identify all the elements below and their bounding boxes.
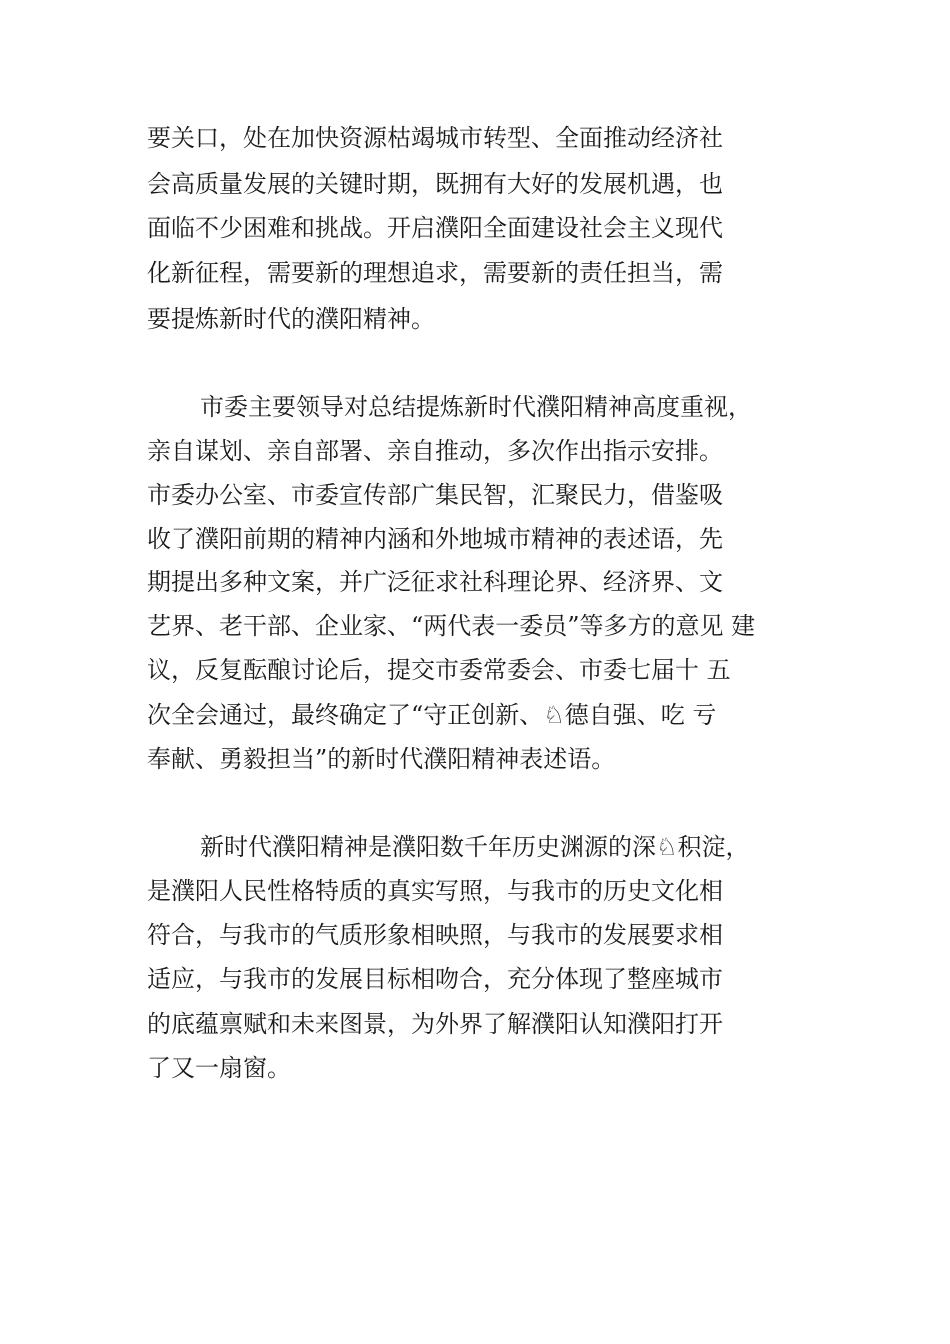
text-line: 适应，与我市的发展目标相吻合，充分体现了整座城市	[147, 965, 723, 993]
text-line: 了又一扇窗。	[147, 1054, 291, 1082]
text-line: 市委主要领导对总结提炼新时代濮阳精神高度重视，	[200, 393, 752, 421]
text-line: 化新征程，需要新的理想追求，需要新的责任担当，需	[147, 259, 723, 287]
text-line: 面临不少困难和挑战。开启濮阳全面建设社会主义现代	[147, 214, 723, 242]
text-line: 期提出多种文案，并广泛征求社科理论界、经济界、文	[147, 568, 723, 596]
text-line: 要关口，处在加快资源枯竭城市转型、全面推动经济社	[147, 124, 723, 152]
text-line: 次全会通过，最终确定了“守正创新、♘德自强、吃 亏	[147, 701, 717, 729]
text-line: 的底蕴禀赋和未来图景，为外界了解濮阳认知濮阳打开	[147, 1010, 723, 1038]
text-line: 会高质量发展的关键时期，既拥有大好的发展机遇，也	[147, 170, 723, 198]
text-line: 新时代濮阳精神是濮阳数千年历史渊源的深♘积淀，	[200, 833, 750, 861]
text-line: 要提炼新时代的濮阳精神。	[147, 305, 435, 333]
text-line: 是濮阳人民性格特质的真实写照，与我市的历史文化相	[147, 877, 723, 905]
text-line: 符合，与我市的气质形象相映照，与我市的发展要求相	[147, 921, 723, 949]
text-line: 艺界、老干部、企业家、“两代表一委员”等多方的意见 建	[147, 612, 756, 640]
text-line: 议，反复酝酿讨论后，提交市委常委会、市委七届十 五	[147, 656, 731, 684]
text-line: 收了濮阳前期的精神内涵和外地城市精神的表述语，先	[147, 525, 723, 553]
text-line: 亲自谋划、亲自部署、亲自推动，多次作出指示安排。	[147, 437, 723, 465]
text-line: 奉献、勇毅担当”的新时代濮阳精神表述语。	[147, 745, 616, 773]
text-line: 市委办公室、市委宣传部广集民智，汇聚民力，借鉴吸	[147, 481, 723, 509]
